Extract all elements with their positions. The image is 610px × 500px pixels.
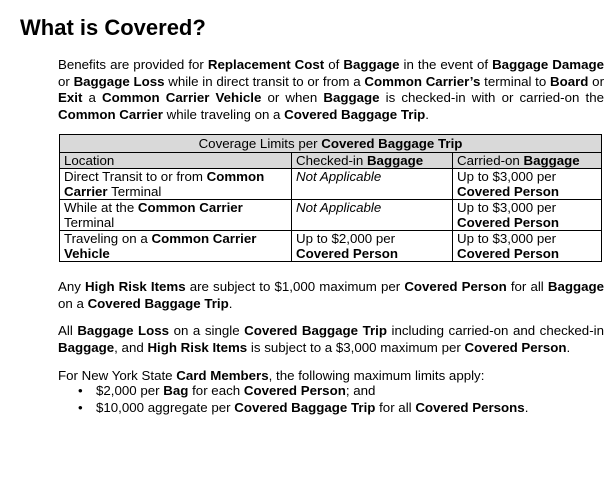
cell-checked-in: Not Applicable <box>292 169 453 200</box>
cell-carried-on: Up to $3,000 per Covered Person <box>453 169 602 200</box>
intro-paragraph: Benefits are provided for Replacement Cost of Baggage in the event of Baggage Damage or Baggage Loss while in direct transit to or from a Common Carrier’s terminal to Board or Exit a Common Carrier Vehicle or when Baggage is checked-in with or carried-on the Common Carrier while traveling on a Covered Baggage Trip. <box>58 57 604 122</box>
header-location: Location <box>60 153 292 169</box>
cell-carried-on: Up to $3,000 per Covered Person <box>453 231 602 262</box>
baggage-loss-paragraph: All Baggage Loss on a single Covered Baggage Trip including carried-on and checked-in Baggage, and High Risk Items is subject to a $3,000 maximum per Covered Person. <box>58 323 604 355</box>
cell-location: While at the Common Carrier Terminal <box>60 200 292 231</box>
cell-location: Traveling on a Common Carrier Vehicle <box>60 231 292 262</box>
cell-checked-in: Not Applicable <box>292 200 453 231</box>
cell-carried-on: Up to $3,000 per Covered Person <box>453 200 602 231</box>
header-checked-in: Checked-in Baggage <box>292 153 453 169</box>
bullet-icon: • <box>78 399 83 415</box>
new-york-paragraph: For New York State Card Members, the following maximum limits apply: <box>58 368 485 383</box>
table-row <box>60 231 602 262</box>
list-item: • $2,000 per Bag for each Covered Person; and <box>78 383 376 398</box>
coverage-limits-table <box>59 134 602 262</box>
header-carried-on: Carried-on Baggage <box>453 153 602 169</box>
new-york-limits-list <box>58 383 598 416</box>
table-header-row <box>60 153 602 169</box>
cell-checked-in: Up to $2,000 per Covered Person <box>292 231 453 262</box>
table-row <box>60 169 602 200</box>
cell-location: Direct Transit to or from Common Carrier Terminal <box>60 169 292 200</box>
table-caption-row <box>60 135 602 153</box>
table-caption: Coverage Limits per Covered Baggage Trip <box>60 135 602 153</box>
high-risk-items-paragraph: Any High Risk Items are subject to $1,000 maximum per Covered Person for all Baggage on a Covered Baggage Trip. <box>58 279 605 311</box>
page-title: What is Covered? <box>20 15 206 40</box>
list-item: • $10,000 aggregate per Covered Baggage Trip for all Covered Persons. <box>78 399 529 415</box>
table-row <box>60 200 602 231</box>
bullet-icon: • <box>78 383 83 398</box>
